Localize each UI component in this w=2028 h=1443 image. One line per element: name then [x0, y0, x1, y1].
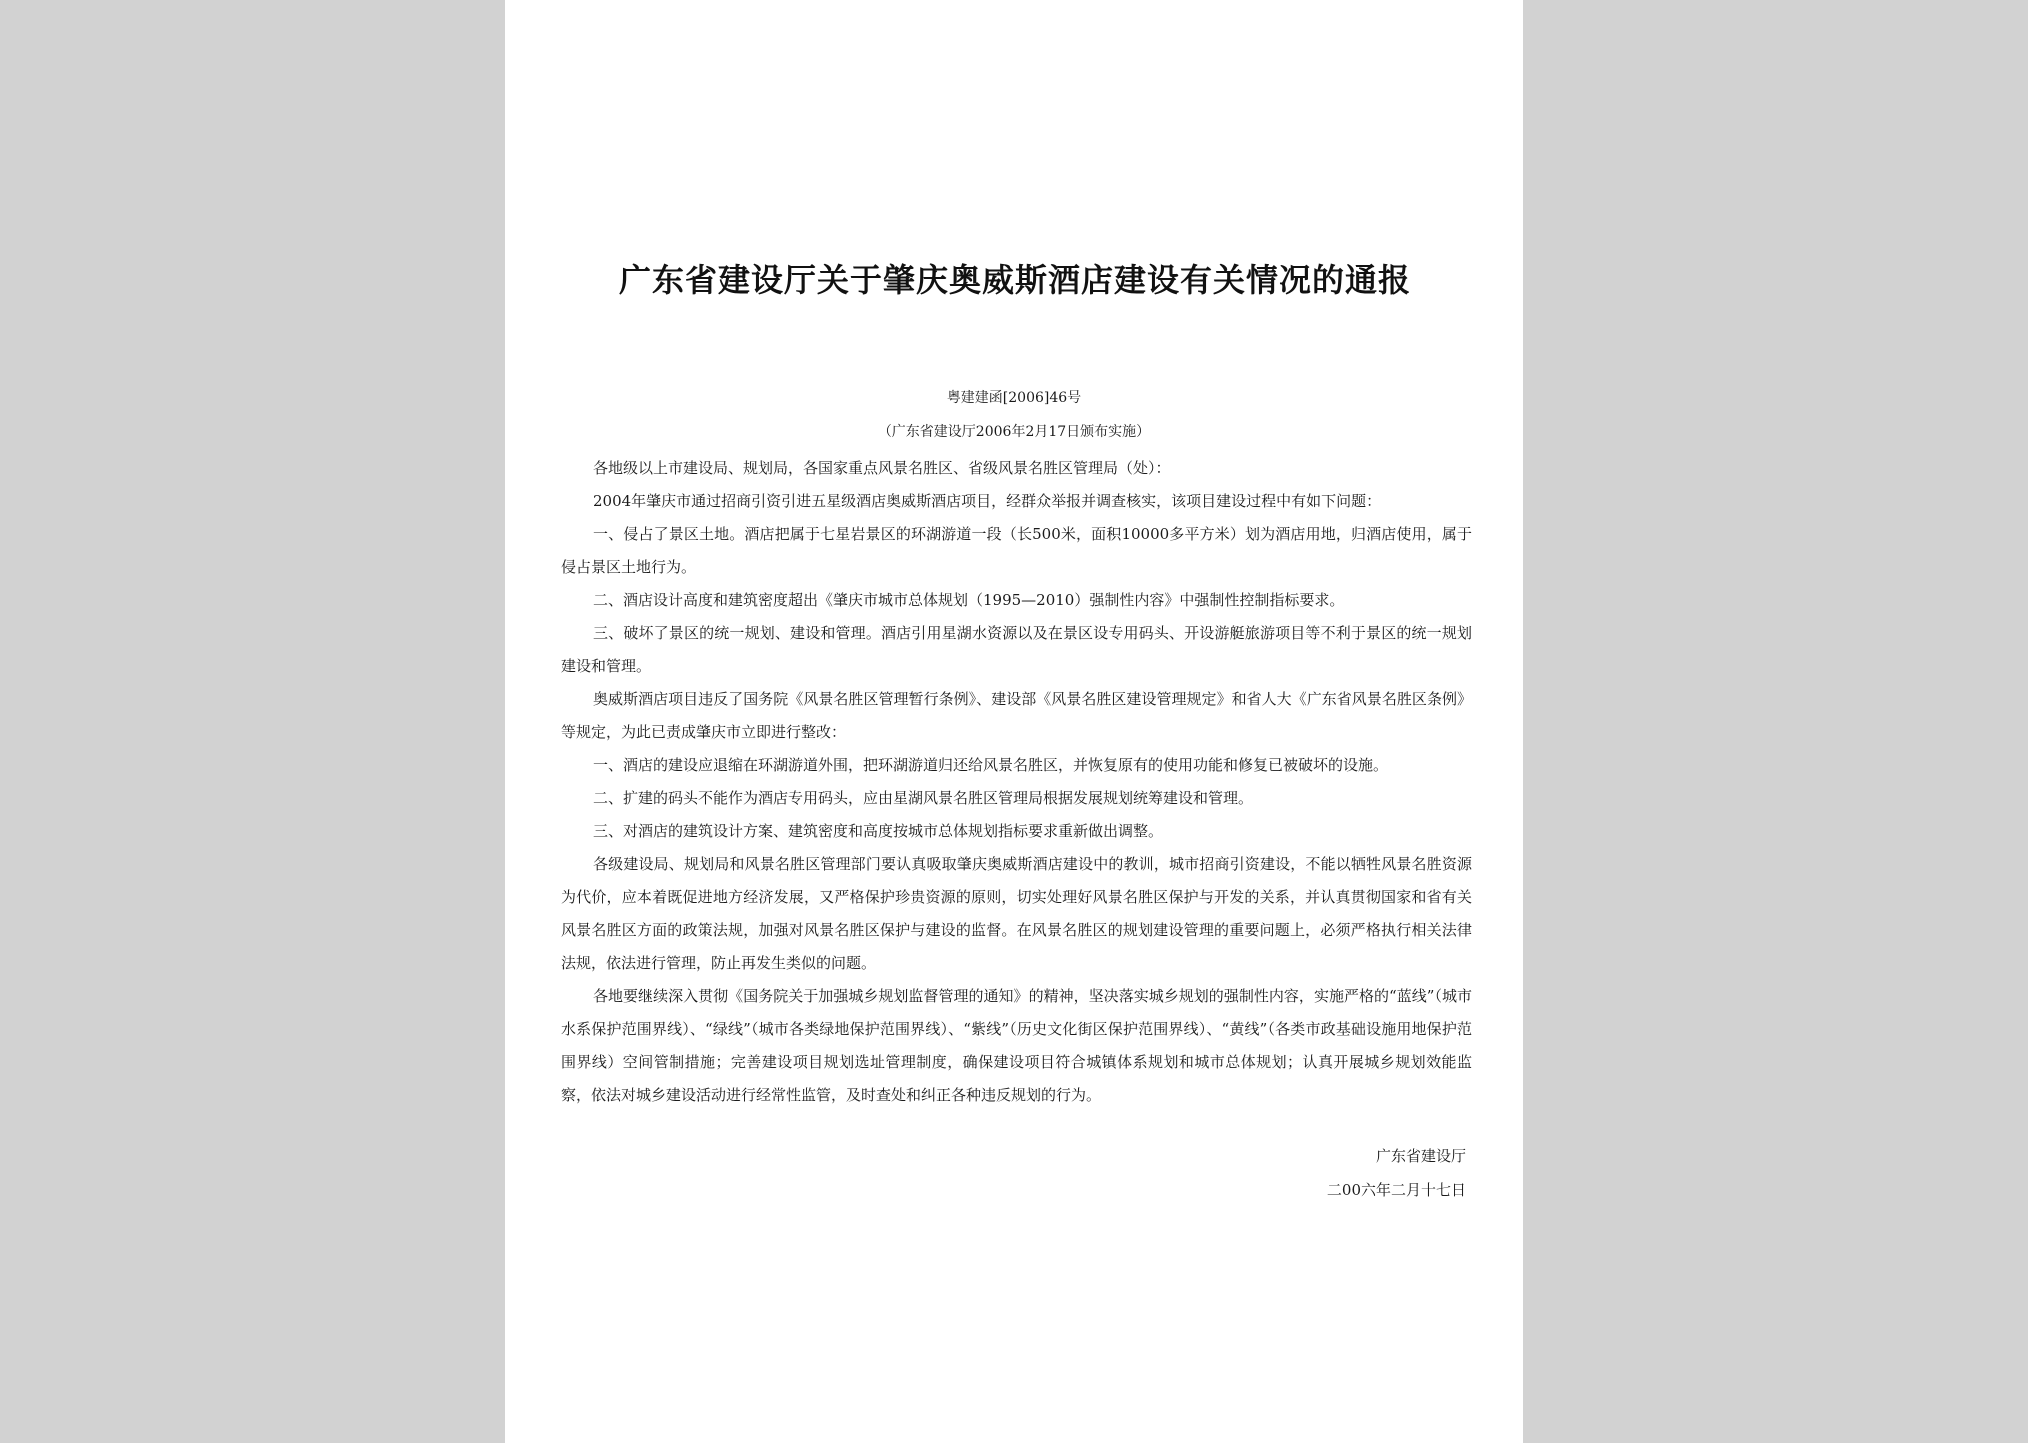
paragraph: 各级建设局、规划局和风景名胜区管理部门要认真吸取肇庆奥威斯酒店建设中的教训，城市招商引资建设，不能以牺牲风景名胜资源为代价，应本着既促进地方经济发展，又严格保护珍贵资源的原则，切实处理好风景名胜区保护与开发的关系，并认真贯彻国家和省有关风景名胜区方面的政策法规，加强对风景名胜区保护与建设的监督。在风景名胜区的规划建设管理的重要问题上，必须严格执行相关法律法规，依法进行管理，防止再发生类似的问题。 — [561, 855, 1472, 972]
document-body — [561, 452, 1472, 1112]
paragraph-salutation: 各地级以上市建设局、规划局，各国家重点风景名胜区、省级风景名胜区管理局（处）： — [593, 459, 1171, 477]
paragraph: 三、对酒店的建筑设计方案、建筑密度和高度按城市总体规划指标要求重新做出调整。 — [593, 822, 1164, 840]
paragraph: 各地要继续深入贯彻《国务院关于加强城乡规划监督管理的通知》的精神，坚决落实城乡规划的强制性内容，实施严格的“蓝线”（城市水系保护范围界线）、“绿线”（城市各类绿地保护范围界线）、“紫线”（历史文化街区保护范围界线）、“黄线”（各类市政基础设施用地保护范围界线）空间管制措施；完善建设项目规划选址管理制度，确保建设项目符合城镇体系规划和城市总体规划；认真开展城乡规划效能监察，依法对城乡建设活动进行经常性监管，及时查处和纠正各种违反规划的行为。 — [561, 987, 1472, 1104]
paragraph: 三、破坏了景区的统一规划、建设和管理。酒店引用星湖水资源以及在景区设专用码头、开设游艇旅游项目等不利于景区的统一规划建设和管理。 — [561, 624, 1472, 675]
paragraph: 奥威斯酒店项目违反了国务院《风景名胜区管理暂行条例》、建设部《风景名胜区建设管理规定》和省人大《广东省风景名胜区条例》等规定，为此已责成肇庆市立即进行整改： — [561, 690, 1472, 741]
paragraph: 一、侵占了景区土地。酒店把属于七星岩景区的环湖游道一段（长500米，面积10000多平方米）划为酒店用地，归酒店使用，属于侵占景区土地行为。 — [561, 525, 1472, 576]
document-page — [505, 0, 1523, 1443]
paragraph: 二、酒店设计高度和建筑密度超出《肇庆市城市总体规划（1995—2010）强制性内容》中强制性控制指标要求。 — [593, 591, 1345, 609]
paragraph: 2004年肇庆市通过招商引资引进五星级酒店奥威斯酒店项目，经群众举报并调查核实，该项目建设过程中有如下问题： — [593, 492, 1382, 510]
issue-note: （广东省建设厅2006年2月17日颁布实施） — [877, 424, 1151, 440]
document-title: 广东省建设厅关于肇庆奥威斯酒店建设有关情况的通报 — [618, 261, 1411, 299]
paragraph: 二、扩建的码头不能作为酒店专用码头，应由星湖风景名胜区管理局根据发展规划统筹建设和管理。 — [593, 789, 1254, 807]
signature-org: 广东省建设厅 — [1375, 1147, 1466, 1165]
paragraph: 一、酒店的建设应退缩在环湖游道外围，把环湖游道归还给风景名胜区，并恢复原有的使用功能和修复已被破坏的设施。 — [593, 756, 1389, 774]
signature-date: 二00六年二月十七日 — [1326, 1181, 1466, 1199]
document-number: 粤建建函[2006]46号 — [946, 390, 1082, 406]
